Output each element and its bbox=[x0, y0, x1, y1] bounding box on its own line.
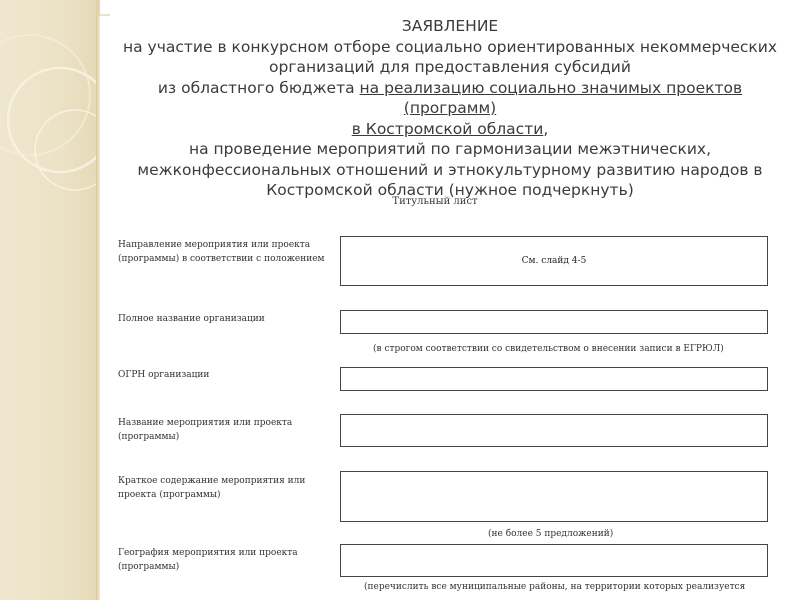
fullname-label: Полное название организации bbox=[118, 314, 265, 324]
ogrn-label: ОГРН организации bbox=[118, 370, 210, 380]
project-name-label-line-1: Название мероприятия или проекта bbox=[118, 418, 293, 428]
sidebar-circles-decoration bbox=[0, 0, 96, 600]
geo-label-line-1: География мероприятия или проекта bbox=[118, 548, 298, 558]
direction-field[interactable] bbox=[340, 236, 768, 286]
document-title bbox=[120, 16, 780, 201]
geo-field[interactable] bbox=[340, 544, 768, 577]
geo-note: (перечислить все муниципальные районы, на территории которых реализуется bbox=[364, 582, 746, 592]
title-option-underlined: на реализацию социально значимых проектов (программ) bbox=[359, 78, 743, 117]
decorative-sidebar bbox=[0, 0, 96, 600]
fullname-note: (в строгом соответствии со свидетельством о внесении записи в ЕГРЮЛ) bbox=[373, 344, 724, 354]
project-name-label-line-2: (программы) bbox=[118, 432, 180, 442]
ogrn-field[interactable] bbox=[340, 367, 768, 391]
fullname-field[interactable] bbox=[340, 310, 768, 334]
title-option-underlined-2: в Костромской области bbox=[351, 119, 544, 138]
project-name-label bbox=[118, 416, 328, 444]
title-line-4 bbox=[120, 78, 780, 119]
title-line-4-prefix: из областного бюджета bbox=[157, 78, 360, 97]
summary-label-line-2: проекта (программы) bbox=[118, 490, 221, 500]
title-line-7: межконфессиональных отношений и этнокультурному развитию народов в bbox=[137, 160, 763, 179]
summary-label-line-1: Краткое содержание мероприятия или bbox=[118, 476, 306, 486]
page-subtitle: Титульный лист bbox=[392, 196, 478, 207]
geo-label-line-2: (программы) bbox=[118, 562, 180, 572]
title-heading: ЗАЯВЛЕНИЕ bbox=[401, 17, 499, 35]
direction-label-line-2: (программы) в соответствии с положением bbox=[118, 254, 325, 264]
direction-label-line-1: Направление мероприятия или проекта bbox=[118, 240, 311, 250]
title-line-5 bbox=[120, 119, 780, 140]
title-line-2: на участие в конкурсном отборе социально ориентированных некоммерческих bbox=[122, 37, 778, 56]
direction-label bbox=[118, 238, 328, 266]
title-line-6: на проведение мероприятий по гармонизации межэтнических, bbox=[188, 140, 712, 158]
project-name-field[interactable] bbox=[340, 414, 768, 447]
corner-mark bbox=[98, 0, 110, 16]
title-line-3: организаций для предоставления субсидий bbox=[269, 58, 631, 76]
geo-label bbox=[118, 546, 328, 574]
summary-field[interactable] bbox=[340, 471, 768, 522]
title-line-8: Костромской области (нужное подчеркнуть) bbox=[266, 181, 634, 199]
title-line-5-suffix: , bbox=[543, 119, 549, 138]
sidebar-edge bbox=[96, 0, 100, 600]
summary-note: (не более 5 предложений) bbox=[488, 529, 614, 539]
direction-value: См. слайд 4-5 bbox=[521, 256, 587, 266]
summary-label bbox=[118, 474, 328, 502]
